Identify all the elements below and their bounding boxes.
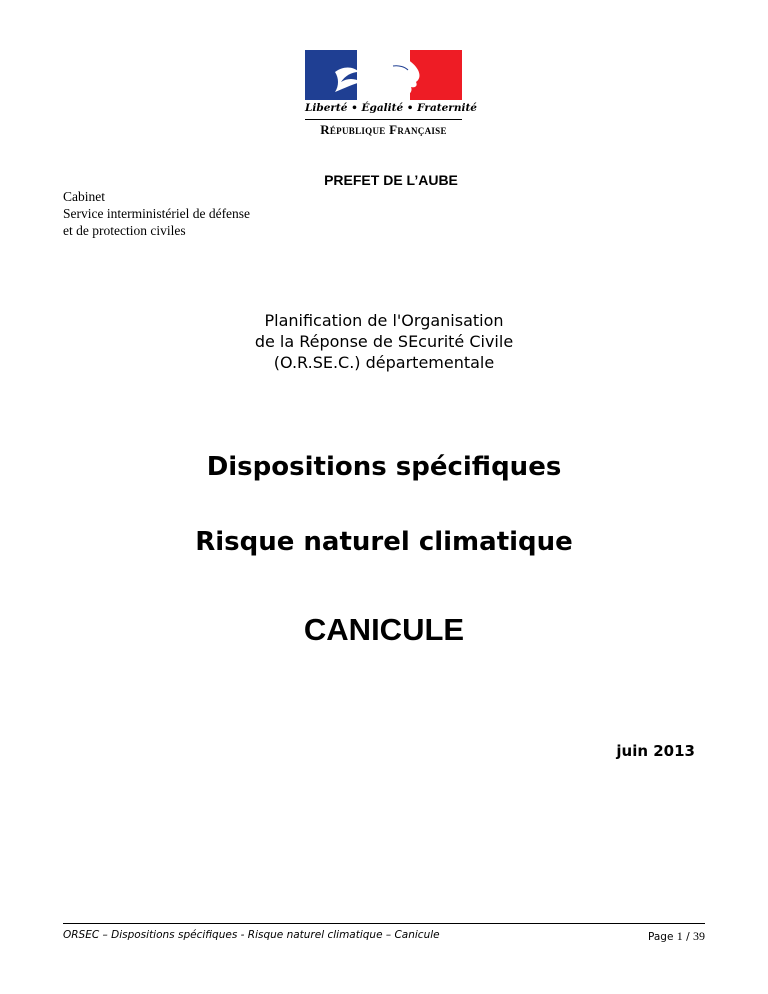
marianne-logo-icon [305,50,462,100]
service-line: Service interministériel de défense [63,206,251,221]
logo-republic-name: République Française [305,119,462,138]
planning-line: Planification de l'Organisation [264,311,504,330]
planning-subtitle [0,310,768,373]
service-line: Cabinet [63,189,105,204]
footer-divider [63,923,705,924]
page-separator: / [686,931,690,943]
logo-motto: Liberté • Égalité • Fraternité [305,102,477,114]
page-total: 39 [693,929,705,943]
page-current: 1 [676,929,683,943]
planning-line: (O.R.SE.C.) départementale [273,353,495,372]
document-title: Dispositions spécifiques [206,452,562,482]
footer-page-number [648,929,705,944]
service-line: et de protection civiles [63,223,186,238]
hazard-title: CANICULE [303,612,465,647]
page-label: Page [648,931,674,943]
risk-category-title: Risque naturel climatique [195,527,573,557]
prefecture-heading: PREFET DE L’AUBE [324,172,458,188]
footer-document-reference: ORSEC – Dispositions spécifiques - Risque naturel climatique – Canicule [63,929,440,941]
planning-line: de la Réponse de SEcurité Civile [254,332,514,351]
document-date: juin 2013 [616,742,695,760]
marianne-logo [305,50,477,142]
service-block [63,188,250,239]
